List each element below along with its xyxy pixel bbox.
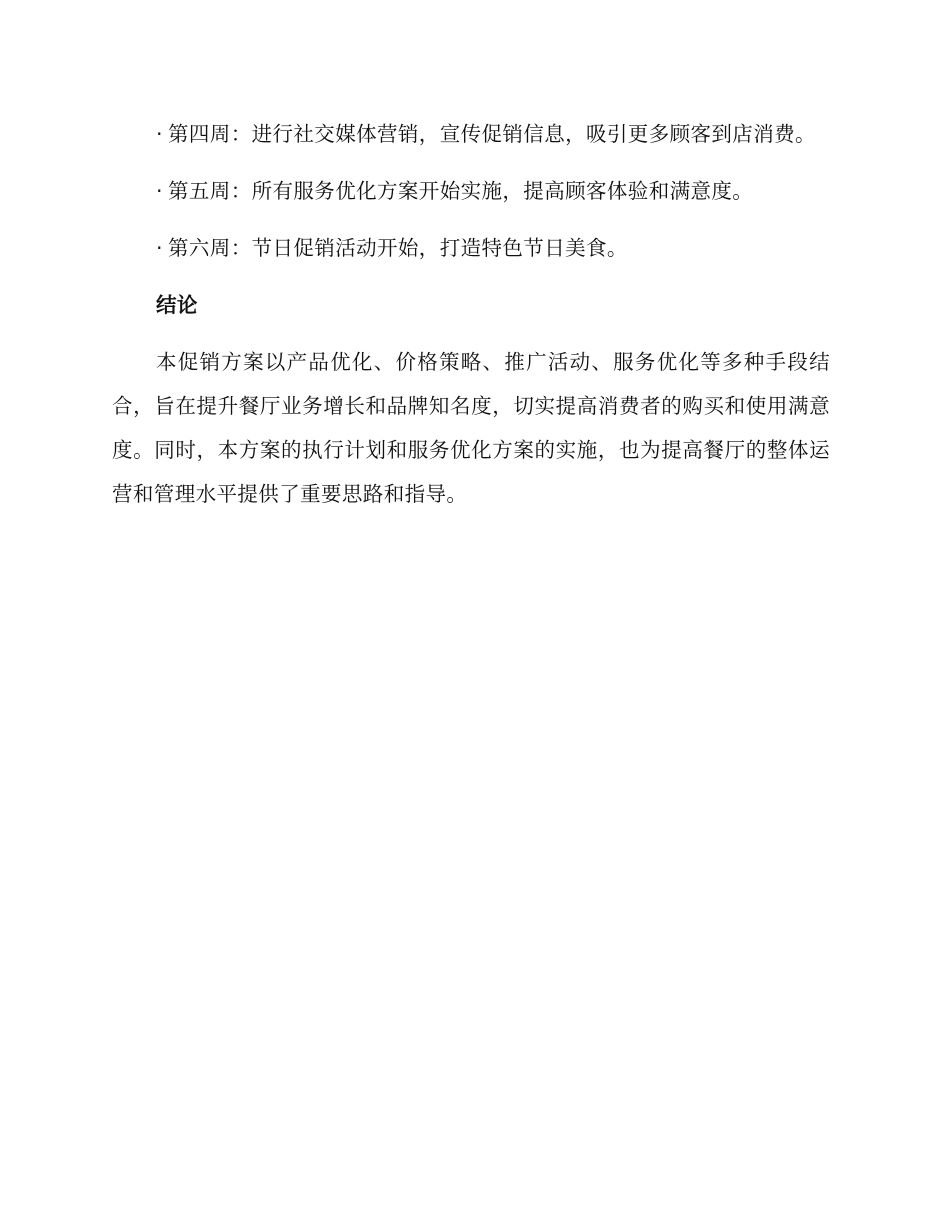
bullet-marker: ·: [156, 236, 163, 260]
schedule-separator: ：: [230, 236, 252, 260]
conclusion-paragraph: 本促销方案以产品优化、价格策略、推广活动、服务优化等多种手段结合，旨在提升餐厅业务增长和品牌知名度，切实提高消费者的购买和使用满意度。同时，本方案的执行计划和服务优化方案的实施，也为提高餐厅的整体运营和管理水平提供了重要思路和指导。: [112, 350, 830, 506]
conclusion-heading: 结论: [156, 293, 198, 317]
schedule-week-label: 第四周: [168, 122, 231, 146]
schedule-item-text: 节日促销活动开始，打造特色节日美食。: [251, 236, 628, 260]
schedule-item-week4: [112, 112, 830, 156]
bullet-marker: ·: [156, 122, 163, 146]
schedule-item-text: 所有服务优化方案开始实施，提高顾客体验和满意度。: [251, 179, 754, 203]
schedule-separator: ：: [230, 179, 252, 203]
schedule-separator: ：: [230, 122, 252, 146]
schedule-item-week6: [112, 226, 830, 270]
schedule-week-label: 第五周: [168, 179, 231, 203]
schedule-item-text: 进行社交媒体营销，宣传促销信息，吸引更多顾客到店消费。: [251, 122, 816, 146]
document-page: [112, 112, 830, 516]
schedule-item-week5: [112, 169, 830, 213]
schedule-week-label: 第六周: [168, 236, 231, 260]
bullet-marker: ·: [156, 179, 163, 203]
